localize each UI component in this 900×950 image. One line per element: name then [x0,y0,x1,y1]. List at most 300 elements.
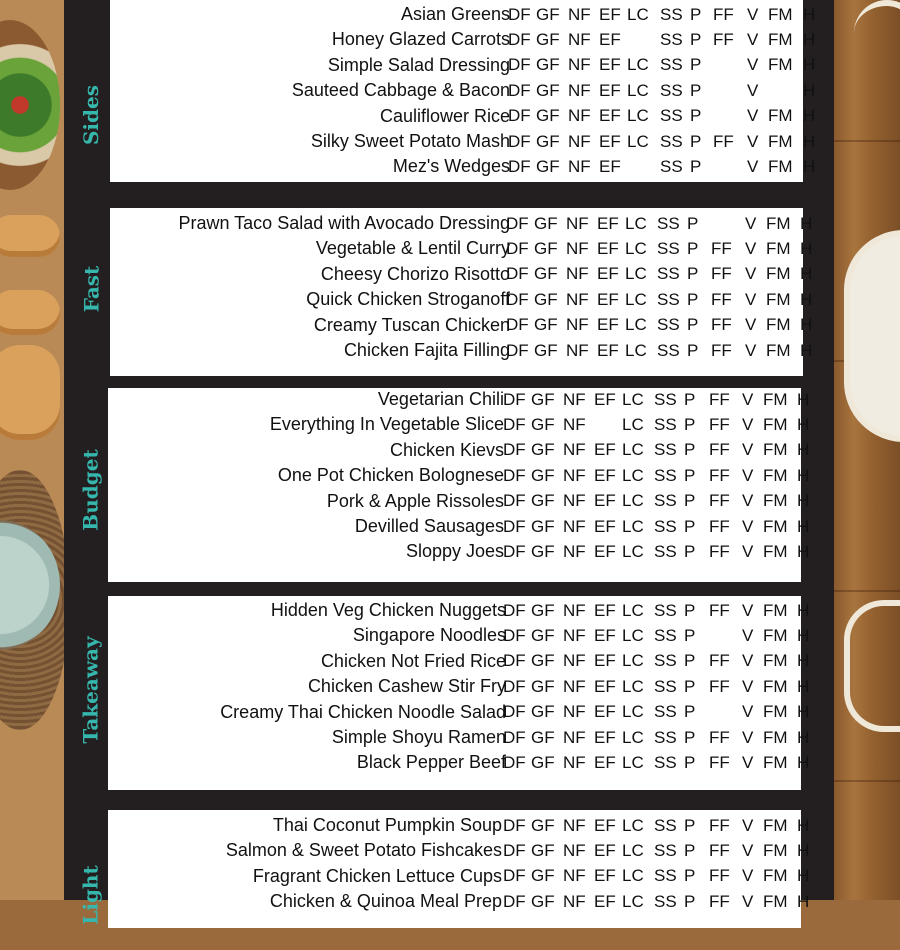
diet-tag-fm: FM [766,289,791,309]
diet-tag-p: P [690,4,702,24]
diet-tag-gf: GF [531,752,555,772]
diet-tag-p: P [687,264,699,284]
diet-tag-fm: FM [763,727,788,747]
diet-tag-gf: GF [534,340,558,360]
menu-row [108,438,810,463]
diet-tag-p: P [687,213,699,233]
menu-row [108,598,810,623]
menu-row [108,539,810,564]
dish-name: Vegetable & Lentil Curry [315,238,510,259]
diet-tag-v: V [747,106,759,126]
diet-tag-fm: FM [768,4,793,24]
diet-tag-df: DF [503,815,526,835]
diet-tag-df: DF [503,389,526,409]
dish-name: Honey Glazed Carrots [331,29,510,50]
diet-tag-h: H [797,676,810,696]
diet-tag-lc: LC [622,491,644,511]
diet-tag-p: P [684,727,696,747]
diet-tag-ss: SS [654,651,677,671]
diet-tag-h: H [797,440,810,460]
diet-tag-ef: EF [597,315,619,335]
diet-tag-gf: GF [536,4,560,24]
diet-tag-ef: EF [594,891,616,911]
diet-tag-gf: GF [531,891,555,911]
diet-tag-df: DF [503,625,526,645]
diet-tag-ef: EF [599,106,621,126]
menu-row [110,338,813,363]
diet-tag-p: P [684,651,696,671]
diet-tag-p: P [684,491,696,511]
diet-tag-df: DF [503,541,526,561]
diet-tag-p: P [690,131,702,151]
diet-tag-v: V [747,4,759,24]
diet-tag-v: V [742,389,754,409]
diet-tag-ff: FF [711,289,732,309]
diet-tag-h: H [797,600,810,620]
diet-tag-p: P [687,238,699,258]
dish-name: Silky Sweet Potato Mash [310,131,510,151]
dish-name: Chicken Not Fried Rice [320,650,506,671]
diet-tag-nf: NF [563,465,586,485]
dish-name: Mez's Wedges [392,156,510,177]
diet-tag-lc: LC [622,815,644,835]
menu-row [108,387,810,412]
diet-tag-df: DF [508,106,531,126]
diet-tag-lc: LC [625,213,647,233]
diet-tag-fm: FM [766,340,791,360]
diet-tag-df: DF [503,600,526,620]
menu-row [110,262,813,287]
dish-name: Salmon & Sweet Potato Fishcakes [225,840,502,861]
diet-tag-v: V [742,516,754,536]
diet-tag-h: H [800,238,813,258]
diet-tag-v: V [742,891,754,911]
diet-tag-v: V [745,264,757,284]
menu-row [108,623,810,648]
diet-tag-ff: FF [709,440,730,460]
diet-tag-lc: LC [625,315,647,335]
diet-tag-ef: EF [597,264,619,284]
diet-tag-nf: NF [563,651,586,671]
diet-tag-gf: GF [531,491,555,511]
diet-tag-ef: EF [599,156,621,176]
diet-tag-p: P [690,80,702,100]
menu-row [110,104,816,129]
diet-tag-ff: FF [713,29,734,49]
diet-tag-nf: NF [563,752,586,772]
diet-tag-gf: GF [531,727,555,747]
diet-tag-lc: LC [622,702,644,722]
diet-tag-gf: GF [536,131,560,151]
diet-tag-nf: NF [563,516,586,536]
diet-tag-v: V [742,676,754,696]
diet-tag-fm: FM [766,213,791,233]
dish-name: Prawn Taco Salad with Avocado Dressing [178,213,510,233]
menu-row [108,864,810,889]
diet-tag-v: V [742,815,754,835]
diet-tag-fm: FM [763,465,788,485]
diet-tag-gf: GF [531,702,555,722]
dish-name: One Pot Chicken Bolognese [277,465,504,486]
diet-tag-ef: EF [594,651,616,671]
diet-tag-ff: FF [709,491,730,511]
diet-tag-ef: EF [597,238,619,258]
section-title-takeaway [72,610,110,770]
diet-tag-h: H [800,264,813,284]
dish-name: Simple Salad Dressing [327,54,510,75]
diet-tag-df: DF [506,213,529,233]
dish-name: Sauteed Cabbage & Bacon [291,80,510,101]
section-title-label: Sides [79,84,104,146]
dish-name: Thai Coconut Pumpkin Soup [272,815,502,835]
diet-tag-ss: SS [657,289,680,309]
diet-tag-df: DF [503,414,526,434]
diet-tag-p: P [684,600,696,620]
diet-tag-df: DF [506,238,529,258]
diet-tag-lc: LC [622,516,644,536]
diet-tag-h: H [797,651,810,671]
diet-tag-p: P [690,29,702,49]
diet-tag-p: P [684,465,696,485]
diet-tag-v: V [742,541,754,561]
diet-tag-ff: FF [709,651,730,671]
diet-tag-h: H [797,866,810,886]
section-title-label: Budget [79,449,104,531]
diet-tag-lc: LC [622,465,644,485]
diet-tag-df: DF [503,840,526,860]
diet-tag-h: H [797,465,810,485]
diet-tag-h: H [800,315,813,335]
diet-tag-h: H [797,491,810,511]
diet-tag-nf: NF [568,131,591,151]
menu-row [108,889,810,914]
dish-name: Pork & Apple Rissoles [326,490,504,511]
menu-row [110,129,816,154]
diet-tag-lc: LC [627,106,649,126]
diet-tag-v: V [742,465,754,485]
diet-tag-nf: NF [563,727,586,747]
diet-tag-fm: FM [763,651,788,671]
diet-tag-gf: GF [531,389,555,409]
section-card-fast [110,208,813,376]
diet-tag-lc: LC [622,625,644,645]
diet-tag-nf: NF [563,625,586,645]
diet-tag-ef: EF [599,4,621,24]
diet-tag-p: P [684,440,696,460]
diet-tag-fm: FM [763,702,788,722]
diet-tag-ef: EF [599,55,621,75]
diet-tag-ss: SS [657,340,680,360]
diet-tag-gf: GF [531,414,555,434]
diet-tag-df: DF [503,676,526,696]
menu-row [110,313,813,338]
diet-tag-fm: FM [763,516,788,536]
diet-tag-v: V [745,289,757,309]
menu-board [64,0,834,925]
dish-name: Cheesy Chorizo Risotto [320,263,510,284]
diet-tag-ef: EF [599,29,621,49]
diet-tag-ss: SS [654,891,677,911]
diet-tag-nf: NF [563,440,586,460]
dish-name: Chicken & Quinoa Meal Prep [269,891,502,912]
diet-tag-h: H [797,891,810,911]
diet-tag-df: DF [506,315,529,335]
diet-tag-v: V [747,80,759,100]
diet-tag-gf: GF [531,625,555,645]
diet-tag-p: P [684,702,696,722]
dish-name: Creamy Tuscan Chicken [313,314,510,335]
diet-tag-v: V [745,340,757,360]
diet-tag-gf: GF [534,315,558,335]
diet-tag-lc: LC [622,840,644,860]
diet-tag-ss: SS [654,491,677,511]
menu-row [108,412,810,437]
diet-tag-df: DF [503,891,526,911]
diet-tag-lc: LC [622,541,644,561]
diet-tag-gf: GF [534,213,558,233]
menu-row [108,813,810,838]
diet-tag-ss: SS [660,29,683,49]
diet-tag-ff: FF [711,315,732,335]
diet-tag-fm: FM [763,389,788,409]
diet-tag-ef: EF [594,600,616,620]
diet-tag-h: H [803,55,816,75]
diet-tag-h: H [797,752,810,772]
diet-tag-ef: EF [594,840,616,860]
diet-tag-ss: SS [654,727,677,747]
diet-tag-p: P [690,156,702,176]
diet-tag-gf: GF [534,289,558,309]
diet-tag-p: P [684,815,696,835]
diet-tag-ef: EF [594,516,616,536]
diet-tag-ef: EF [594,625,616,645]
diet-tag-gf: GF [531,815,555,835]
diet-tag-fm: FM [763,676,788,696]
diet-tag-v: V [747,131,759,151]
diet-tag-gf: GF [531,600,555,620]
diet-tag-ss: SS [660,4,683,24]
diet-tag-v: V [742,600,754,620]
diet-tag-gf: GF [531,866,555,886]
menu-row [110,236,813,261]
diet-tag-ss: SS [654,815,677,835]
diet-tag-p: P [690,55,702,75]
diet-tag-ff: FF [709,414,730,434]
diet-tag-ff: FF [709,516,730,536]
diet-tag-ff: FF [709,840,730,860]
diet-tag-lc: LC [622,414,644,434]
diet-tag-ef: EF [594,727,616,747]
diet-tag-ss: SS [657,264,680,284]
menu-row [108,700,810,725]
diet-tag-gf: GF [531,840,555,860]
diet-tag-df: DF [508,80,531,100]
diet-tag-h: H [803,106,816,126]
diet-tag-df: DF [503,752,526,772]
menu-row [110,211,813,236]
diet-tag-h: H [797,541,810,561]
diet-tag-h: H [803,29,816,49]
diet-tag-nf: NF [563,702,586,722]
dish-name: Chicken Fajita Filling [343,340,510,360]
diet-tag-nf: NF [568,55,591,75]
diet-tag-ss: SS [654,866,677,886]
diet-tag-p: P [687,289,699,309]
menu-row [108,725,810,750]
diet-tag-nf: NF [566,264,589,284]
diet-tag-ff: FF [709,676,730,696]
diet-tag-ss: SS [657,238,680,258]
bread-image [0,215,60,257]
menu-row [108,489,810,514]
menu-row [110,287,813,312]
diet-tag-gf: GF [531,676,555,696]
dish-name: Fragrant Chicken Lettuce Cups [252,865,502,886]
diet-tag-lc: LC [625,340,647,360]
diet-tag-gf: GF [536,106,560,126]
dish-name: Simple Shoyu Ramen [331,727,506,747]
diet-tag-ef: EF [597,213,619,233]
diet-tag-df: DF [508,55,531,75]
diet-tag-df: DF [508,29,531,49]
section-card-light [108,810,810,928]
diet-tag-gf: GF [531,465,555,485]
diet-tag-ef: EF [594,676,616,696]
diet-tag-v: V [742,625,754,645]
diet-tag-ff: FF [709,465,730,485]
diet-tag-ff: FF [713,4,734,24]
diet-tag-nf: NF [568,156,591,176]
diet-tag-lc: LC [627,4,649,24]
diet-tag-p: P [690,106,702,126]
diet-tag-p: P [684,752,696,772]
diet-tag-ff: FF [711,238,732,258]
menu-row [108,463,810,488]
diet-tag-h: H [797,625,810,645]
diet-tag-ef: EF [599,131,621,151]
diet-tag-v: V [742,727,754,747]
diet-tag-df: DF [503,727,526,747]
diet-tag-h: H [803,80,816,100]
diet-tag-fm: FM [768,156,793,176]
diet-tag-ff: FF [711,340,732,360]
diet-tag-ss: SS [660,156,683,176]
dish-name: Devilled Sausages [354,516,504,536]
dish-name: Cauliflower Rice [379,105,510,126]
diet-tag-gf: GF [531,440,555,460]
diet-tag-gf: GF [531,516,555,536]
diet-tag-ss: SS [654,676,677,696]
diet-tag-v: V [742,752,754,772]
diet-tag-gf: GF [534,264,558,284]
diet-tag-ff: FF [709,891,730,911]
diet-tag-v: V [742,866,754,886]
menu-row [108,514,810,539]
diet-tag-fm: FM [763,600,788,620]
diet-tag-h: H [797,815,810,835]
diet-tag-ef: EF [594,491,616,511]
diet-tag-df: DF [503,866,526,886]
diet-tag-p: P [684,625,696,645]
diet-tag-fm: FM [766,264,791,284]
section-title-label: Light [79,865,103,925]
diet-tag-ss: SS [654,516,677,536]
section-title-fast [72,250,110,328]
diet-tag-ss: SS [654,465,677,485]
diet-tag-v: V [747,156,759,176]
diet-tag-nf: NF [568,106,591,126]
diet-tag-lc: LC [622,600,644,620]
diet-tag-v: V [747,29,759,49]
diet-tag-h: H [800,213,813,233]
diet-tag-df: DF [503,651,526,671]
diet-tag-ss: SS [654,389,677,409]
diet-tag-lc: LC [622,389,644,409]
diet-tag-lc: LC [625,289,647,309]
diet-tag-nf: NF [566,340,589,360]
diet-tag-lc: LC [622,752,644,772]
diet-tag-ss: SS [654,600,677,620]
dish-name: Asian Greens [400,4,510,24]
diet-tag-nf: NF [563,414,586,434]
diet-tag-p: P [684,866,696,886]
diet-tag-fm: FM [763,866,788,886]
dish-name: Everything In Vegetable Slice [269,414,504,435]
chair-image [854,0,900,266]
diet-tag-p: P [684,891,696,911]
diet-tag-gf: GF [536,80,560,100]
diet-tag-gf: GF [531,541,555,561]
diet-tag-ss: SS [654,625,677,645]
diet-tag-p: P [687,315,699,335]
menu-row [110,154,816,179]
diet-tag-h: H [797,702,810,722]
diet-tag-ss: SS [654,840,677,860]
diet-tag-gf: GF [536,156,560,176]
diet-tag-ss: SS [660,131,683,151]
diet-tag-nf: NF [568,29,591,49]
diet-tag-fm: FM [763,840,788,860]
diet-tag-df: DF [503,516,526,536]
diet-tag-df: DF [508,156,531,176]
diet-tag-p: P [684,389,696,409]
section-card-takeaway [108,596,810,790]
diet-tag-nf: NF [563,541,586,561]
bread-image [0,290,60,335]
diet-tag-h: H [797,414,810,434]
diet-tag-fm: FM [763,815,788,835]
diet-tag-nf: NF [568,80,591,100]
diet-tag-p: P [684,676,696,696]
diet-tag-v: V [747,55,759,75]
diet-tag-ff: FF [709,727,730,747]
section-title-label: Takeaway [79,636,104,744]
diet-tag-h: H [803,131,816,151]
diet-tag-fm: FM [768,29,793,49]
diet-tag-ef: EF [599,80,621,100]
menu-row [108,649,810,674]
diet-tag-fm: FM [766,315,791,335]
diet-tag-p: P [687,340,699,360]
diet-tag-ss: SS [654,702,677,722]
diet-tag-lc: LC [627,131,649,151]
dish-name: Hidden Veg Chicken Nuggets [270,600,506,620]
diet-tag-df: DF [506,340,529,360]
background-photo-left [0,0,64,900]
diet-tag-ss: SS [660,106,683,126]
dish-name: Vegetarian Chili [377,389,504,409]
section-title-label: Fast [79,265,103,313]
